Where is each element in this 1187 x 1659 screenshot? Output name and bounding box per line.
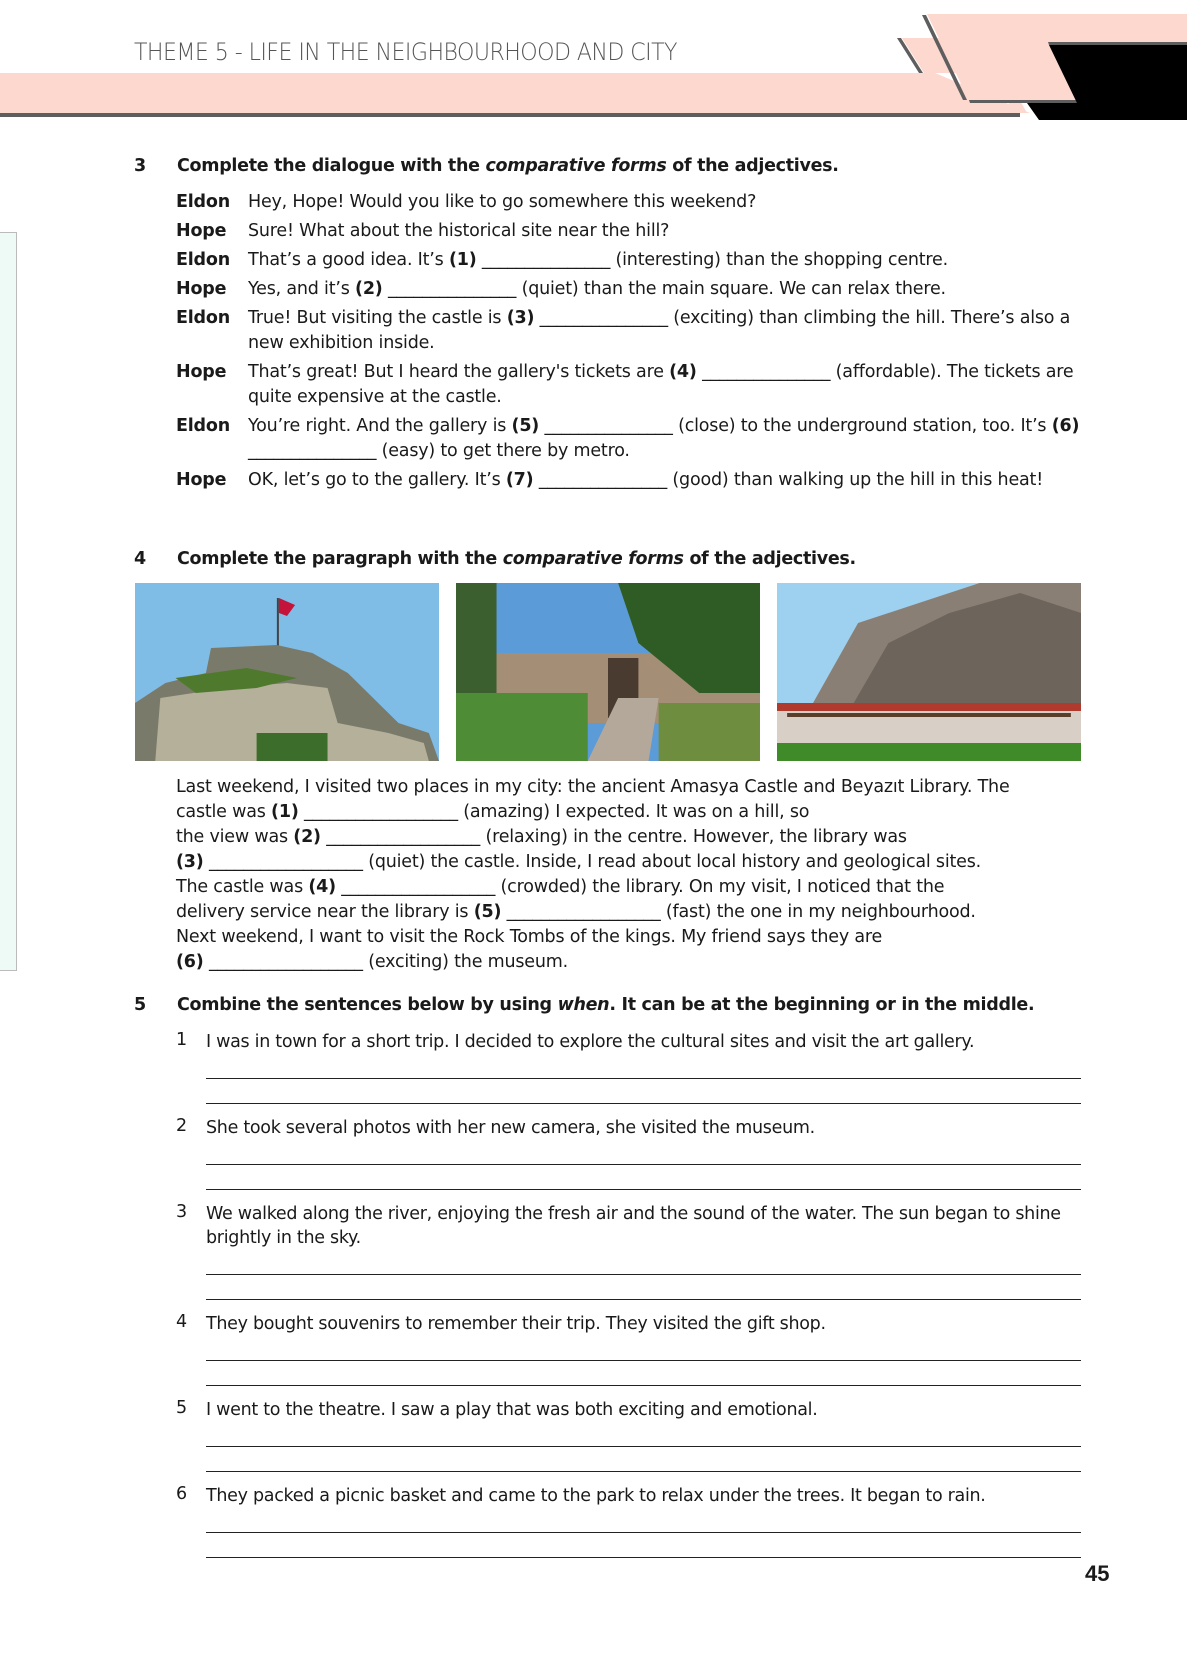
- dialogue-line: [176, 248, 1086, 273]
- text-run: The castle was: [176, 877, 309, 897]
- speaker-name: Hope: [176, 221, 227, 241]
- text-run: Sure! What about the historical site near the hill?: [248, 221, 670, 241]
- text-run: OK, let’s go to the gallery. It’s: [248, 470, 506, 490]
- text-run: Last weekend, I visited two places in my city: the ancient Amasya Castle and Beyazıt Library. The: [176, 777, 1010, 797]
- dialogue-line: [176, 190, 1086, 215]
- speaker-name: Eldon: [176, 308, 230, 328]
- answer-line[interactable]: [206, 1336, 1081, 1361]
- blank-number: (1): [271, 802, 299, 822]
- dialogue-text: [248, 414, 1086, 464]
- text-run: __________________ (crowded) the library. On my visit, I noticed that the: [335, 877, 945, 897]
- side-tab: [0, 232, 17, 971]
- text-run: __________________ (quiet) the castle. Inside, I read about local history and geological sites.: [203, 852, 982, 872]
- paragraph-line: [176, 875, 1091, 900]
- text-run: _______________ (interesting) than the shopping centre.: [476, 250, 948, 270]
- answer-line[interactable]: [206, 1508, 1081, 1533]
- exercise-item: [176, 1312, 1081, 1386]
- text-run: Yes, and it’s: [248, 279, 356, 299]
- item-number: 3: [176, 1202, 188, 1222]
- paragraph-line: [176, 825, 1091, 850]
- answer-line[interactable]: [206, 1422, 1081, 1447]
- item-sentence: They bought souvenirs to remember their trip. They visited the gift shop.: [206, 1314, 826, 1334]
- blank-number: (6): [176, 952, 204, 972]
- castle-photo: [135, 583, 439, 761]
- answer-line[interactable]: [206, 1165, 1081, 1190]
- item-number: 2: [176, 1116, 188, 1136]
- answer-line[interactable]: [206, 1140, 1081, 1165]
- speaker-name: Hope: [176, 279, 227, 299]
- speaker-name: Eldon: [176, 250, 230, 270]
- text-run: __________________ (exciting) the museum.: [203, 952, 568, 972]
- exercise-number: 4: [134, 549, 146, 569]
- dialogue-text: [248, 248, 1086, 273]
- dialogue-text: [248, 468, 1086, 493]
- answer-line[interactable]: [206, 1275, 1081, 1300]
- exercise-item: [176, 1202, 1081, 1300]
- exercise-instruction: Complete the dialogue with the comparative forms of the adjectives.: [177, 156, 839, 176]
- text-run: True! But visiting the castle is: [248, 308, 507, 328]
- item-sentence: We walked along the river, enjoying the fresh air and the sound of the water. The sun began to shine brightly in the sky.: [206, 1204, 1061, 1248]
- blank-number: (3): [506, 308, 535, 328]
- blank-number: (6): [1051, 416, 1080, 436]
- paragraph-line: [176, 900, 1091, 925]
- exercise-item: [176, 1030, 1081, 1104]
- answer-line[interactable]: [206, 1054, 1081, 1079]
- text-run: That’s a good idea. It’s: [248, 250, 449, 270]
- exercise-item: [176, 1116, 1081, 1190]
- answer-line[interactable]: [206, 1361, 1081, 1386]
- text-run: the view was: [176, 827, 294, 847]
- blank-number: (2): [293, 827, 321, 847]
- text-run: __________________ (fast) the one in my neighbourhood.: [501, 902, 976, 922]
- text-run: _______________ (exciting) than climbing the hill. There’s also a new exhibition inside.: [248, 308, 1071, 353]
- exercise-instruction: Complete the paragraph with the comparative forms of the adjectives.: [177, 549, 856, 569]
- text-run: _______________ (good) than walking up the hill in this heat!: [533, 470, 1044, 490]
- dialogue: [176, 190, 1086, 497]
- item-number: 5: [176, 1398, 188, 1418]
- text-run: That’s great! But I heard the gallery's tickets are: [248, 362, 670, 382]
- text-run: You’re right. And the gallery is: [248, 416, 512, 436]
- dialogue-line: [176, 277, 1086, 302]
- dialogue-line: [176, 414, 1086, 464]
- answer-line[interactable]: [206, 1250, 1081, 1275]
- item-number: 4: [176, 1312, 188, 1332]
- paragraph-line: [176, 950, 1091, 975]
- library-photo: [456, 583, 760, 761]
- dialogue-text: [248, 190, 1086, 215]
- page-title: THEME 5 - LIFE IN THE NEIGHBOURHOOD AND CITY: [134, 38, 678, 66]
- header-band-shadow: [0, 113, 1020, 117]
- blank-number: (3): [176, 852, 204, 872]
- dialogue-text: [248, 277, 1086, 302]
- answer-line[interactable]: [206, 1533, 1081, 1558]
- dialogue-text: [248, 306, 1086, 356]
- exercise-4-paragraph: [176, 775, 1091, 975]
- exercise-5-items: [176, 1030, 1081, 1570]
- blank-number: (4): [308, 877, 336, 897]
- exercise-item: [176, 1484, 1081, 1558]
- speaker-name: Eldon: [176, 416, 230, 436]
- dialogue-text: [248, 360, 1086, 410]
- text-run: delivery service near the library is: [176, 902, 474, 922]
- text-run: _______________ (affordable). The tickets are quite expensive at the castle.: [248, 362, 1074, 407]
- header-band: [0, 73, 1030, 113]
- exercise-item: [176, 1398, 1081, 1472]
- speaker-name: Hope: [176, 470, 227, 490]
- exercise-number: 3: [134, 156, 146, 176]
- text-run: _______________ (easy) to get there by metro.: [248, 441, 630, 461]
- dialogue-line: [176, 468, 1086, 493]
- item-number: 1: [176, 1030, 188, 1050]
- text-run: _______________ (quiet) than the main square. We can relax there.: [382, 279, 946, 299]
- item-sentence: They packed a picnic basket and came to the park to relax under the trees. It began to rain.: [206, 1486, 986, 1506]
- dialogue-line: [176, 219, 1086, 244]
- paragraph-line: [176, 800, 1091, 825]
- paragraph-line: [176, 850, 1091, 875]
- text-run: Next weekend, I want to visit the Rock Tombs of the kings. My friend says they are: [176, 927, 883, 947]
- dialogue-line: [176, 360, 1086, 410]
- dialogue-text: [248, 219, 1086, 244]
- paragraph-line: [176, 925, 1091, 950]
- blank-number: (7): [505, 470, 534, 490]
- photo-strip: [135, 583, 1081, 761]
- exercise-instruction: Combine the sentences below by using when. It can be at the beginning or in the middle.: [177, 995, 1035, 1015]
- rock-tombs-photo: [777, 583, 1081, 761]
- blank-number: (5): [473, 902, 502, 922]
- text-run: _______________ (close) to the underground station, too. It’s: [539, 416, 1052, 436]
- item-sentence: I was in town for a short trip. I decided to explore the cultural sites and visit the art gallery.: [206, 1032, 975, 1052]
- blank-number: (4): [669, 362, 697, 382]
- speaker-name: Eldon: [176, 192, 230, 212]
- page-number: 45: [1085, 1561, 1110, 1586]
- blank-number: (1): [448, 250, 477, 270]
- item-sentence: I went to the theatre. I saw a play that was both exciting and emotional.: [206, 1400, 818, 1420]
- blank-number: (2): [355, 279, 383, 299]
- blank-number: (5): [511, 416, 540, 436]
- text-run: __________________ (relaxing) in the centre. However, the library was: [320, 827, 907, 847]
- paragraph-line: [176, 775, 1091, 800]
- item-number: 6: [176, 1484, 188, 1504]
- dialogue-line: [176, 306, 1086, 356]
- text-run: __________________ (amazing) I expected. It was on a hill, so: [298, 802, 810, 822]
- answer-line[interactable]: [206, 1079, 1081, 1104]
- speaker-name: Hope: [176, 362, 227, 382]
- answer-line[interactable]: [206, 1447, 1081, 1472]
- item-sentence: She took several photos with her new camera, she visited the museum.: [206, 1118, 815, 1138]
- text-run: Hey, Hope! Would you like to go somewhere this weekend?: [248, 192, 757, 212]
- text-run: castle was: [176, 802, 272, 822]
- exercise-number: 5: [134, 995, 146, 1015]
- header-decoration: [897, 0, 1187, 125]
